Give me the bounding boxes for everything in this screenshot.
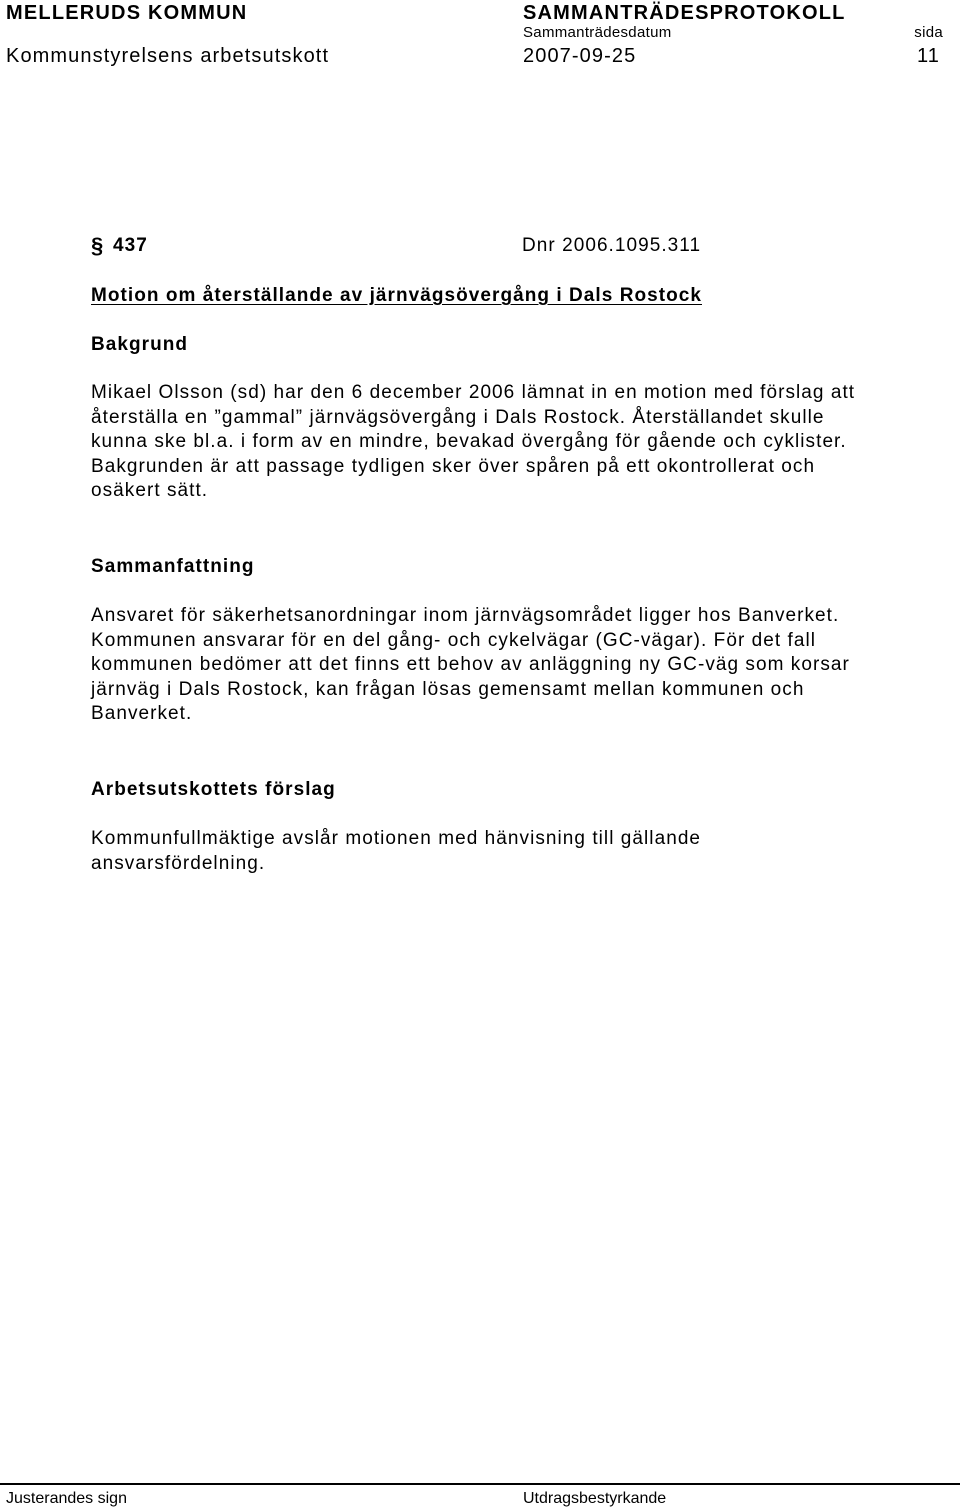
summary-paragraph <box>91 604 936 727</box>
background-line: återställa en ”gammal” järnvägsövergång i Dals Rostock. Återställandet skulle <box>91 406 825 428</box>
certification-label: Utdragsbestyrkande <box>523 1490 667 1507</box>
diary-number: Dnr 2006.1095.311 <box>522 235 702 256</box>
item-number-row <box>91 233 941 260</box>
footer-divider <box>0 1483 960 1485</box>
header-left <box>6 0 330 67</box>
background-line: osäkert sätt. <box>91 480 209 502</box>
section-symbol: § <box>91 233 105 258</box>
committee-name: Kommunstyrelsens arbetsutskott <box>6 45 330 67</box>
proposal-heading: Arbetsutskottets förslag <box>91 779 336 800</box>
document-type: SAMMANTRÄDESPROTOKOLL <box>523 2 846 24</box>
background-paragraph <box>91 381 936 504</box>
header-labels <box>523 24 943 42</box>
signature-label: Justerandes sign <box>6 1490 127 1507</box>
header-right <box>523 0 943 67</box>
summary-heading: Sammanfattning <box>91 556 255 577</box>
background-line: kunna ske bl.a. i form av en mindre, bevakad övergång för gående och cyklister. <box>91 431 847 453</box>
meeting-date: 2007-09-25 <box>523 45 637 67</box>
summary-line: Ansvaret för säkerhetsanordningar inom järnvägsområdet ligger hos Banverket. <box>91 605 840 626</box>
summary-line: järnväg i Dals Rostock, kan frågan lösas gemensamt mellan kommunen och <box>91 678 805 700</box>
organization-name: MELLERUDS KOMMUN <box>6 2 248 24</box>
item-title: Motion om återställande av järnvägsövergång i Dals Rostock <box>91 285 702 306</box>
background-heading: Bakgrund <box>91 334 189 355</box>
page-number: 11 <box>917 45 940 67</box>
item-number: 437 <box>113 235 148 256</box>
summary-line: Banverket. <box>91 703 193 725</box>
background-line: Mikael Olsson (sd) har den 6 december 2006 lämnat in en motion med förslag att <box>91 382 856 403</box>
page-label: sida <box>914 24 943 41</box>
proposal-line: Kommunfullmäktige avslår motionen med hänvisning till gällande <box>91 828 702 849</box>
date-label: Sammanträdesdatum <box>523 24 672 41</box>
proposal-paragraph <box>91 827 936 876</box>
summary-line: Kommunen ansvarar för en del gång- och cykelvägar (GC-vägar). För det fall <box>91 629 817 651</box>
summary-line: kommunen bedömer att det finns ett behov av anläggning ny GC-väg som korsar <box>91 654 850 676</box>
header-values <box>523 43 943 69</box>
background-line: Bakgrunden är att passage tydligen sker över spåren på ett okontrollerat och <box>91 455 816 477</box>
proposal-line: ansvarsfördelning. <box>91 852 266 874</box>
